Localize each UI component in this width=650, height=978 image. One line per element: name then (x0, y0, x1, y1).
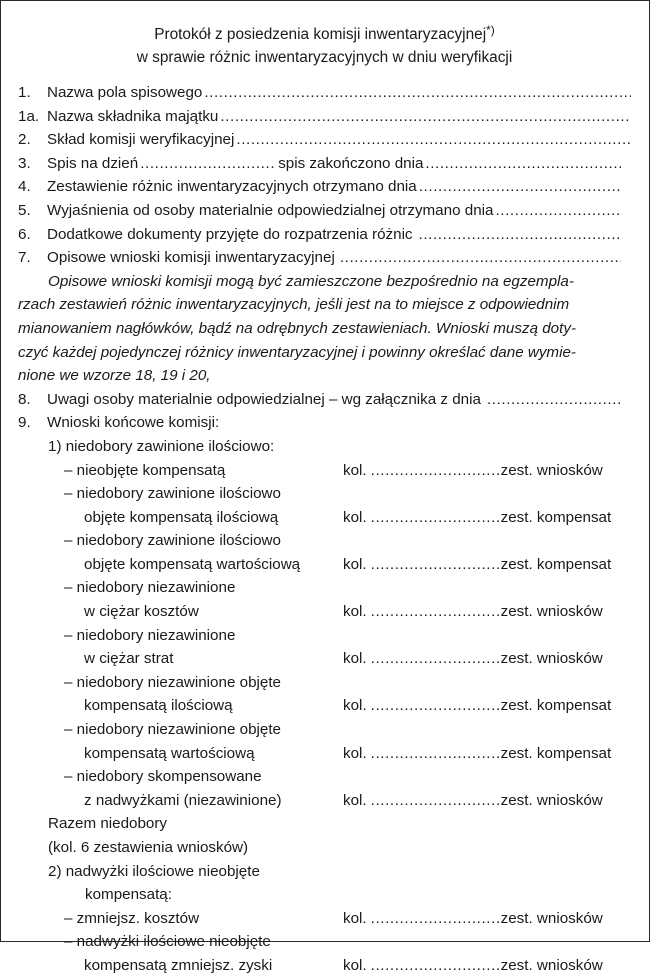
row-label: – niedobory niezawinione (64, 626, 236, 644)
fill-line (371, 459, 499, 483)
item-number: 1a. (18, 107, 40, 125)
subsection-label: 1) niedobory zawinione ilościowo: (48, 437, 275, 455)
fill-line (417, 175, 621, 199)
row-label-2: objęte kompensatą ilościową (84, 508, 279, 526)
item-label: Skład komisji weryfikacyjnej (47, 131, 235, 149)
subsection-1 (18, 435, 631, 459)
row-label: – niedobory niezawinione objęte (64, 721, 282, 739)
row-label: – niedobory zawinione ilościowo (64, 532, 281, 550)
row-label: – niedobory niezawinione objęte (64, 673, 282, 691)
row-label-2: objęte kompensatą wartościową (84, 555, 301, 573)
item-label: Nazwa pola spisowego (47, 84, 203, 101)
reference-label: zest. wniosków (500, 909, 603, 927)
item-1a (18, 105, 631, 129)
kol-label: kol. (343, 461, 367, 479)
surplus-row-cont (18, 954, 631, 978)
row-label-2: kompensatą ilościową (84, 697, 233, 715)
kol-label: kol. (343, 909, 367, 927)
shortage-row-cont (18, 742, 631, 766)
item-number: 9. (18, 414, 31, 432)
fill-line (371, 907, 499, 931)
kol-label: kol. (343, 555, 367, 573)
row-label: – niedobory niezawinione (64, 579, 236, 597)
item-label: Uwagi osoby materialnie odpowiedzialnej – wg załącznika z dnia (47, 390, 481, 408)
fill-line (371, 506, 499, 530)
subsection-label: 2) nadwyżki ilościowe nieobjęte (48, 862, 260, 880)
subsection-2 (18, 860, 631, 884)
fill-line (371, 647, 499, 671)
note-line: nione we wzorze 18, 19 i 20, (18, 367, 211, 385)
fill-line (371, 694, 499, 718)
item-number: 4. (18, 178, 31, 196)
fill-line (371, 954, 499, 978)
item-number: 5. (18, 201, 31, 219)
note-line: Opisowe wnioski komisji mogą być zamieszczone bezpośrednio na egzempla- (48, 272, 574, 290)
note-line: mianowaniem nagłówków, bądź na odrębnych zestawieniach. Wnioski muszą doty- (18, 319, 576, 337)
item-number: 8. (18, 390, 31, 408)
subsection-2-cont (18, 883, 631, 907)
fill-line (423, 152, 621, 176)
item-2 (18, 128, 631, 152)
fill-line (485, 388, 621, 412)
shortage-row (18, 459, 631, 483)
shortage-row (18, 576, 631, 600)
item-number: 2. (18, 131, 31, 149)
item-label: Spis na dzień (47, 154, 139, 172)
total-label: Razem niedobory (48, 815, 168, 833)
title-line-1: Protokół z posiedzenia komisji inwentaryzacyjnej (154, 26, 487, 43)
reference-label: zest. wniosków (500, 461, 603, 479)
fill-line (234, 128, 631, 152)
row-label-2: z nadwyżkami (niezawinione) (84, 791, 282, 809)
kol-label: kol. (343, 744, 367, 762)
fill-line (493, 199, 621, 223)
reference-label: zest. kompensat (500, 744, 612, 762)
kol-label: kol. (343, 603, 367, 621)
item-label: Dodatkowe dokumenty przyjęte do rozpatrzenia różnic (47, 225, 413, 243)
reference-label: zest. wniosków (500, 650, 603, 668)
item-1 (18, 81, 631, 105)
surplus-row (18, 907, 631, 931)
row-label-2: w ciężar strat (84, 650, 174, 668)
row-label-2: kompensatą wartościową (84, 744, 255, 762)
item-number: 1. (18, 84, 31, 101)
shortage-row (18, 671, 631, 695)
shortage-row (18, 718, 631, 742)
fill-line (218, 105, 631, 129)
item-3 (18, 152, 631, 176)
item-number: 6. (18, 225, 31, 243)
title-line-2: w sprawie różnic inwentaryzacyjnych w dniu weryfikacji (136, 49, 513, 66)
total-shortages (18, 812, 631, 836)
item-number: 3. (18, 154, 31, 172)
total-shortages-note (18, 836, 631, 860)
reference-label: zest. wniosków (500, 603, 603, 621)
shortage-row-cont (18, 647, 631, 671)
shortage-row-cont (18, 506, 631, 530)
surplus-row (18, 930, 631, 954)
fill-line (371, 742, 499, 766)
kol-label: kol. (343, 697, 367, 715)
note-line: rzach zestawień różnic inwentaryzacyjnych, jeśli jest na to miejsce z odpowiednim (18, 296, 570, 314)
shortage-row (18, 765, 631, 789)
item-7 (18, 246, 631, 270)
item-label-2: spis zakończono dnia (278, 154, 424, 172)
shortage-row (18, 529, 631, 553)
item-label: Wyjaśnienia od osoby materialnie odpowiedzialnej otrzymano dnia (47, 201, 494, 219)
row-label-2: w ciężar kosztów (84, 603, 199, 621)
row-label: – niedobory skompensowane (64, 768, 262, 786)
shortage-row (18, 482, 631, 506)
row-label: – niedobory zawinione ilościowo (64, 485, 281, 503)
item-8 (18, 388, 631, 412)
shortage-row-cont (18, 600, 631, 624)
kol-label: kol. (343, 650, 367, 668)
row-label: – nadwyżki ilościowe nieobjęte (64, 933, 271, 951)
reference-label: zest. kompensat (500, 697, 612, 715)
shortage-row-cont (18, 553, 631, 577)
item-label: Nazwa składnika majątku (47, 107, 219, 125)
shortage-row-cont (18, 694, 631, 718)
item-label: Zestawienie różnic inwentaryzacyjnych otrzymano dnia (47, 178, 417, 196)
descriptive-note (18, 270, 623, 388)
kol-label: kol. (343, 508, 367, 526)
item-number: 7. (18, 249, 31, 267)
title-footnote-mark: *) (486, 23, 495, 37)
shortage-row-cont (18, 789, 631, 813)
item-9 (18, 411, 631, 435)
row-label-2: kompensatą zmniejsz. zyski (84, 956, 273, 974)
reference-label: zest. wniosków (500, 956, 603, 974)
reference-label: zest. kompensat (500, 555, 612, 573)
note-line: czyć każdej pojedynczej różnicy inwentaryzacyjnej i powinny określać dane wymie- (18, 343, 576, 361)
item-6 (18, 223, 631, 247)
kol-label: kol. (343, 791, 367, 809)
subsection-label-2: kompensatą: (85, 886, 172, 904)
reference-label: zest. wniosków (500, 791, 603, 809)
total-note: (kol. 6 zestawienia wniosków) (48, 839, 249, 856)
document-title (18, 19, 631, 69)
fill-line (371, 789, 499, 813)
item-label: Wnioski końcowe komisji: (47, 414, 220, 432)
row-label: – nieobjęte kompensatą (64, 461, 226, 479)
fill-line (371, 553, 499, 577)
item-label: Opisowe wnioski komisji inwentaryzacyjnej (47, 249, 335, 267)
fill-line (202, 81, 631, 105)
fill-line (138, 152, 275, 176)
fill-line (417, 223, 621, 247)
item-5 (18, 199, 631, 223)
shortage-row (18, 624, 631, 648)
kol-label: kol. (343, 956, 367, 974)
fill-line (371, 600, 499, 624)
row-label: – zmniejsz. kosztów (64, 909, 200, 927)
reference-label: zest. kompensat (500, 508, 612, 526)
item-4 (18, 175, 631, 199)
fill-line (338, 246, 621, 270)
